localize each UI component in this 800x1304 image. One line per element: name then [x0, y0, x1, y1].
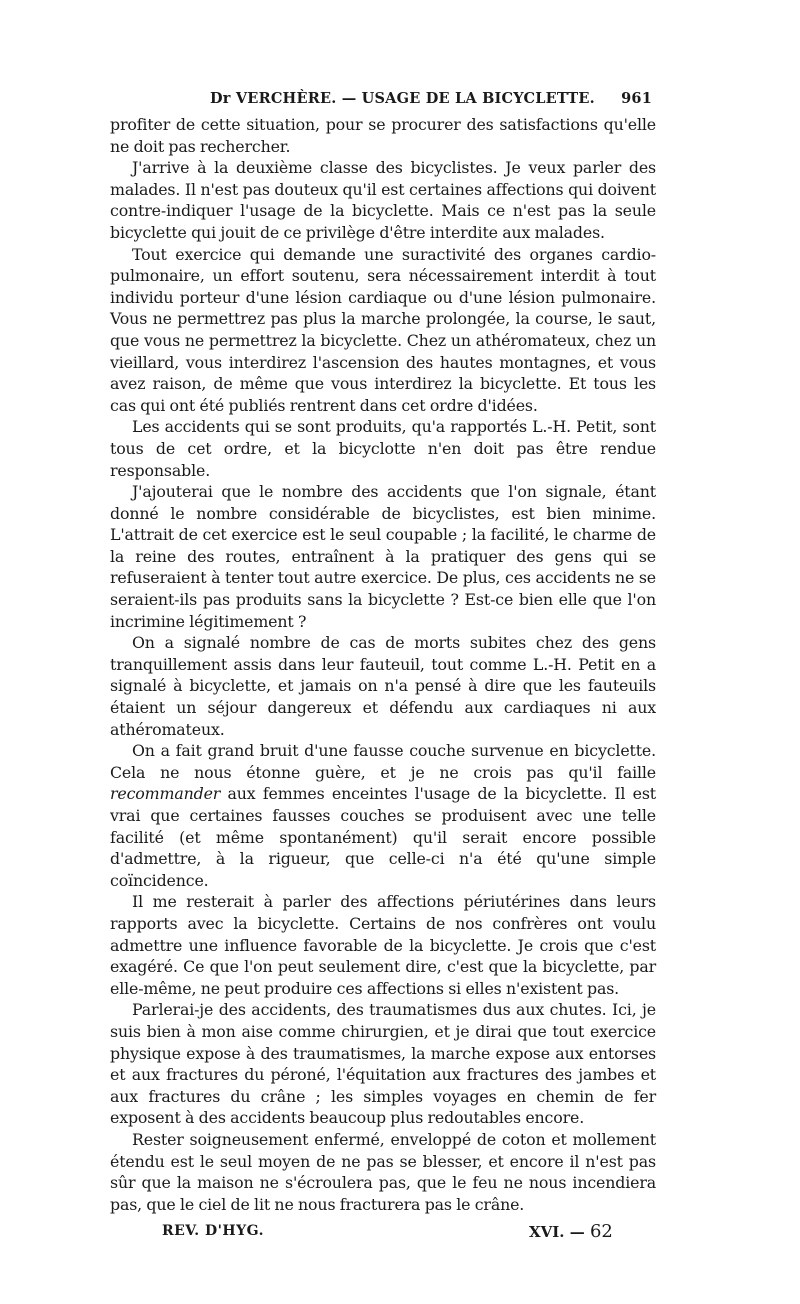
book-page [110, 88, 656, 1241]
paragraph: Il me resterait à parler des affections périutérines dans leurs rapports avec la bicyclette. Certains de nos confrères ont voulu admettre une influence favorable de la bicyclette. Je crois que c'est exagéré. Ce que l'on peut seulement dire, c'est que la bicyclette, par elle-même, ne peut produire ces affections si elles n'existent pas. [110, 892, 656, 998]
paragraph: J'arrive à la deuxième classe des bicyclistes. Je veux parler des malades. Il n'est pas douteux qu'il est certaines affections qui doivent contre-indiquer l'usage de la bicyclette. Mais ce n'est pas la seule bicyclette qui jouit de ce privilège d'être interdite aux malades. [110, 158, 656, 242]
running-title: Dr VERCHÈRE. — USAGE DE LA BICYCLETTE. [210, 90, 595, 107]
paragraph: J'ajouterai que le nombre des accidents que l'on signale, étant donné le nombre considérable de bicyclistes, est bien minime. L'attrait de cet exercice est le seul coupable ; la facilité, le charme de la reine des routes, entraînent à la pratiquer des gens qui se refuseraient à tenter tout autre exercice. De plus, ces accidents ne se seraient-ils pas produits sans la bicyclette ? Est-ce bien elle que l'on incrimine légitimement ? [110, 482, 656, 631]
paragraph-text: On a fait grand bruit d'une fausse couche survenue en bicyclette. Cela ne nous étonne guère, et je ne crois pas qu'il faille [110, 741, 656, 782]
paragraph: On a signalé nombre de cas de morts subites chez des gens tranquillement assis dans leur fauteuil, tout comme L.-H. Petit en a signalé à bicyclette, et jamais on n'a pensé à dire que les fauteuils étaient un séjour dangereux et défendu aux cardiaques ni aux athéromateux. [110, 633, 656, 739]
journal-signature: REV. D'HYG. [162, 1223, 264, 1240]
paragraph-text: aux femmes enceintes l'usage de la bicyclette. Il est vrai que certaines fausses couches se produisent avec une telle facilité (et même spontanément) qu'il serait encore possible d'admettre, à la rigueur, que celle-ci n'a été qu'une simple coïncidence. [110, 784, 656, 890]
paragraph [110, 740, 656, 891]
paragraph: Les accidents qui se sont produits, qu'a rapportés L.-H. Petit, sont tous de cet ordre, et la bicyclotte n'en doit pas être rendue responsable. [110, 417, 656, 480]
paragraph: Tout exercice qui demande une suractivité des organes cardio-pulmonaire, un effort soutenu, sera nécessairement interdit à tout individu porteur d'une lésion cardiaque ou d'une lésion pulmonaire. Vous ne permettrez pas plus la marche prolongée, la course, le saut, que vous ne permettrez la bicyclette. Chez un athéromateux, chez un vieillard, vous interdirez l'ascension des hautes montagnes, et vous avez raison, de même que vous interdirez la bicyclette. Et tous les cas qui ont été publiés rentrent dans cet ordre d'idées. [110, 244, 656, 415]
signature-line [110, 1219, 656, 1241]
paragraph-continuation: profiter de cette situation, pour se procurer des satisfactions qu'elle ne doit pas rechercher. [110, 115, 656, 156]
running-head [110, 88, 656, 112]
volume-signature [529, 1221, 613, 1242]
emphasized-word: recommander [110, 784, 221, 804]
paragraph: Rester soigneusement enfermé, enveloppé de coton et mollement étendu est le seul moyen de ne pas se blesser, et encore il n'est pas sûr que la maison ne s'écroulera pas, que le feu ne nous incendiera pas, que le ciel de lit ne nous fracturera pas le crâne. [110, 1129, 656, 1214]
signature-number: 62 [589, 1221, 613, 1243]
paragraph: Parlerai-je des accidents, des traumatismes dus aux chutes. Ici, je suis bien à mon aise comme chirurgien, et je dirai que tout exercice physique expose à des traumatismes, la marche expose aux entorses et aux fractures du péroné, l'équitation aux fractures des jambes et aux fractures du crâne ; les simples voyages en chemin de fer exposent à des accidents beaucoup plus redoutables encore. [110, 1000, 656, 1128]
page-number: 961 [621, 90, 652, 107]
body-text [110, 114, 656, 1215]
volume-label: XVI. — [529, 1223, 585, 1242]
